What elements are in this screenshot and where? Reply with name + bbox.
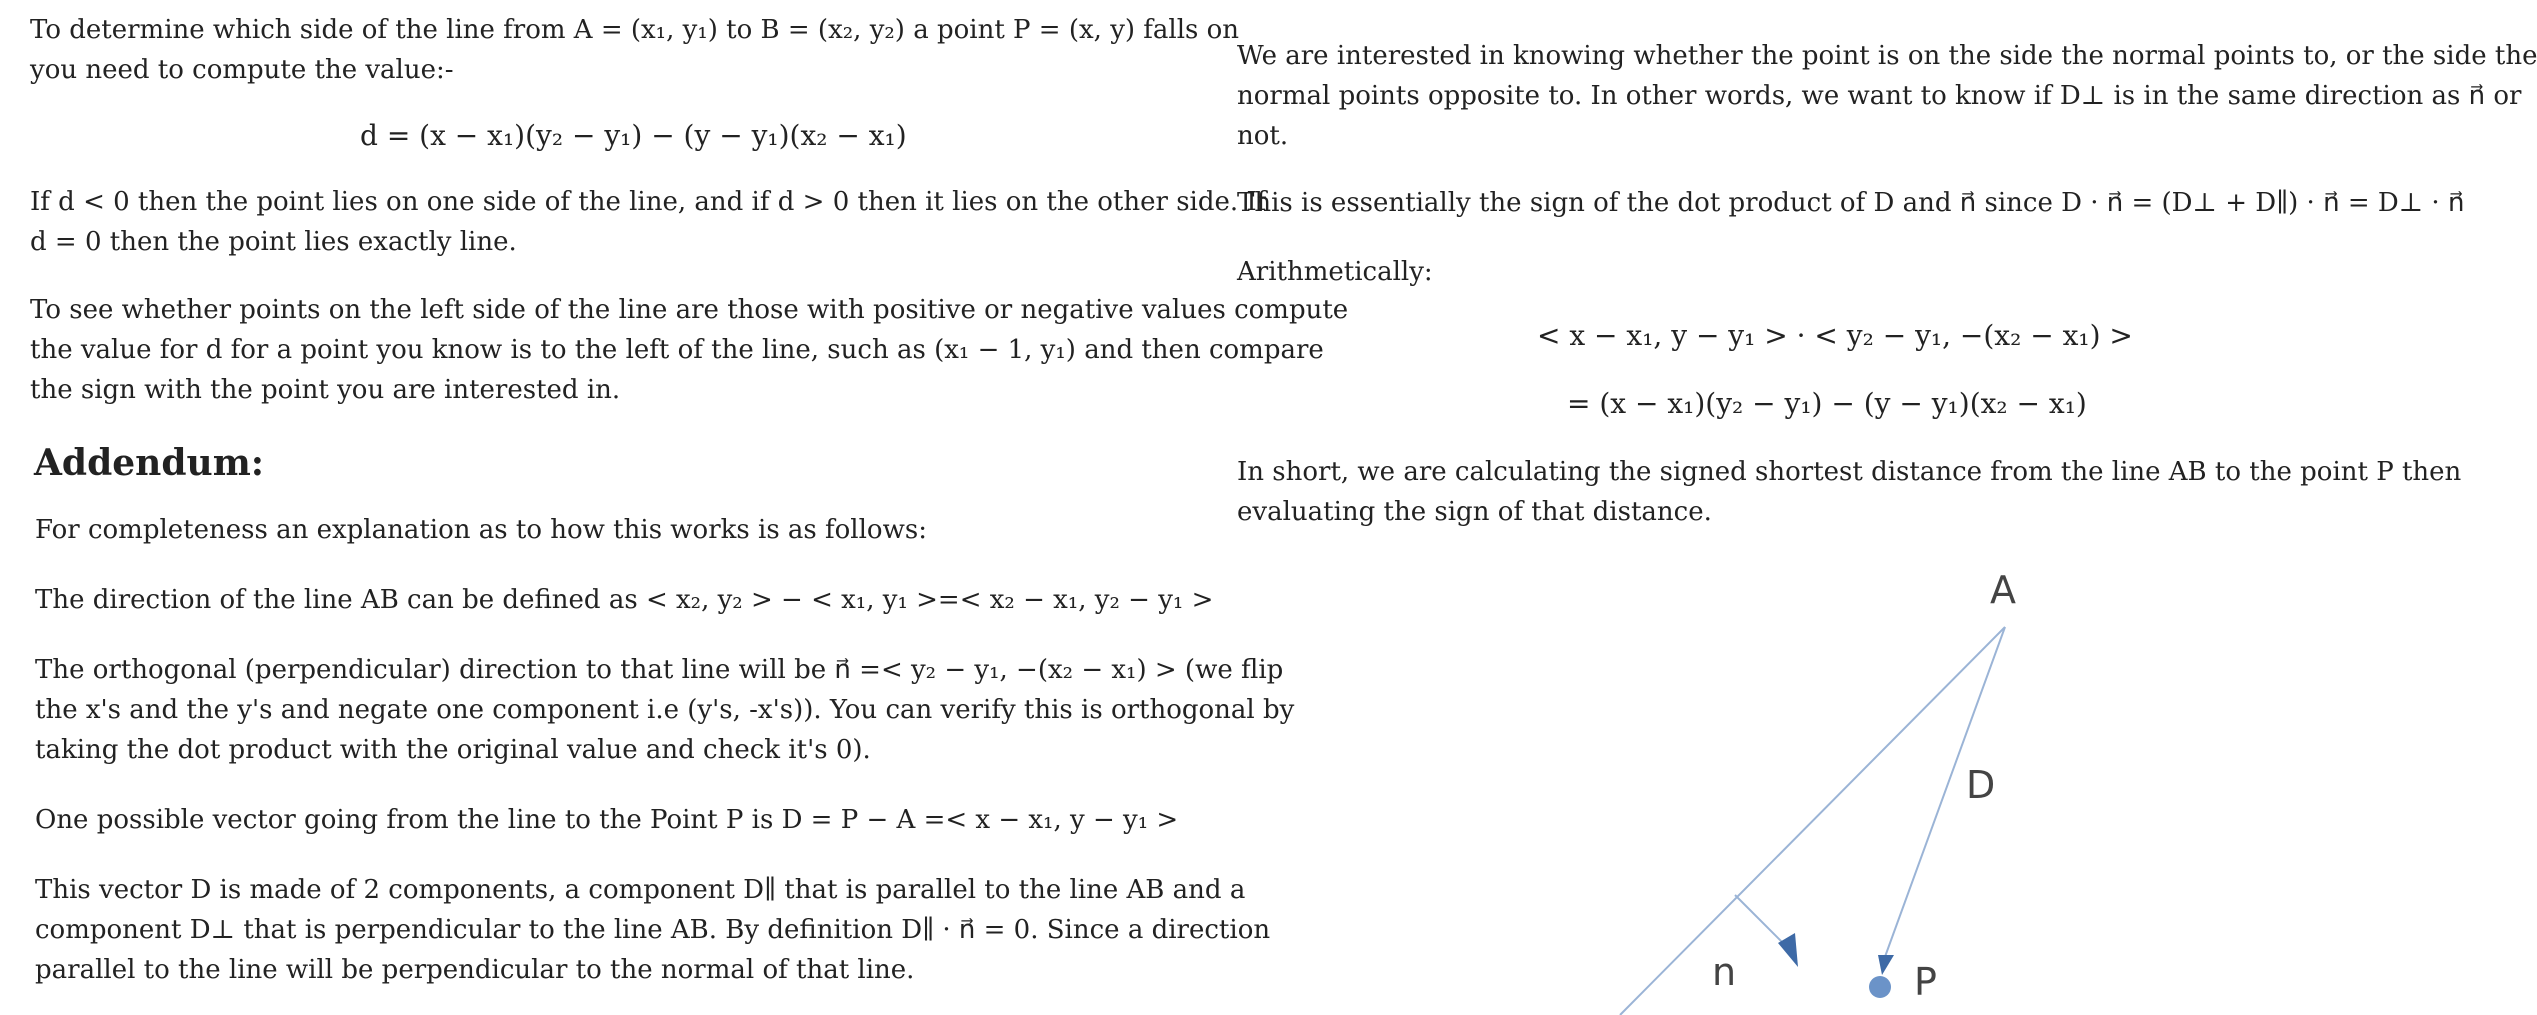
paragraph-normal-side-line-3: not.: [1237, 121, 1289, 151]
paragraph-arithmetically: Arithmetically:: [1237, 257, 1433, 287]
addendum-heading: Addendum:: [34, 442, 265, 484]
paragraph-summary-line-2: evaluating the sign of that distance.: [1237, 497, 1712, 527]
paragraph-intro-line-2: you need to compute the value:-: [30, 55, 454, 85]
paragraph-components-line-3: parallel to the line will be perpendicular to the normal of that line.: [35, 955, 915, 985]
normal-vector-line: [1735, 895, 1785, 945]
paragraph-components-line-1: This vector D is made of 2 components, a component D∥ that is parallel to the line AB and a: [35, 875, 1246, 905]
paragraph-direction: The direction of the line AB can be defined as < x₂, y₂ > − < x₁, y₁ >=< x₂ − x₁, y₂ − y₁ >: [35, 585, 1214, 615]
paragraph-left-side-line-1: To see whether points on the left side of the line are those with positive or negative values compute: [30, 295, 1349, 325]
paragraph-normal-side-line-1: We are interested in knowing whether the point is on the side the normal points to, or the side the: [1237, 41, 2537, 71]
paragraph-vector-d: One possible vector going from the line to the Point P is D = P − A =< x − x₁, y − y₁ >: [35, 805, 1179, 835]
paragraph-summary-line-1: In short, we are calculating the signed shortest distance from the line AB to the point P then: [1237, 457, 2462, 487]
equation-d: d = (x − x₁)(y₂ − y₁) − (y − y₁)(x₂ − x₁): [360, 119, 907, 152]
normal-vector-arrowhead: [1778, 933, 1798, 967]
label-p: P: [1914, 960, 1937, 1004]
equation-expanded: = (x − x₁)(y₂ − y₁) − (y − y₁)(x₂ − x₁): [1567, 387, 2087, 420]
paragraph-orthogonal-line-1: The orthogonal (perpendicular) direction to that line will be n⃗ =< y₂ − y₁, −(x₂ − x₁) > (we flip: [35, 655, 1284, 685]
paragraph-sign-line-2: d = 0 then the point lies exactly line.: [30, 227, 517, 257]
paragraph-dot-product: This is essentially the sign of the dot product of D and n⃗ since D · n⃗ = (D⊥ + D∥) · n⃗ = D⊥ · n⃗: [1237, 188, 2465, 218]
point-p: [1869, 976, 1891, 998]
paragraph-orthogonal-line-2: the x's and the y's and negate one component i.e (y's, -x's)). You can verify this is orthogonal by: [35, 695, 1295, 725]
vector-d-arrowhead: [1878, 955, 1894, 975]
paragraph-orthogonal-line-3: taking the dot product with the original value and check it's 0).: [35, 735, 871, 765]
label-n: n: [1712, 950, 1737, 994]
label-a: A: [1990, 568, 2016, 612]
paragraph-completeness: For completeness an explanation as to how this works is as follows:: [35, 515, 927, 545]
line-ab: [1620, 627, 2005, 1015]
geometry-diagram: [1580, 555, 2080, 1015]
equation-dot-product: < x − x₁, y − y₁ > · < y₂ − y₁, −(x₂ − x₁) >: [1537, 319, 2133, 352]
label-d: D: [1966, 763, 1996, 807]
paragraph-components-line-2: component D⊥ that is perpendicular to the line AB. By definition D∥ · n⃗ = 0. Since a direction: [35, 915, 1271, 945]
paragraph-left-side-line-3: the sign with the point you are interested in.: [30, 375, 621, 405]
paragraph-normal-side-line-2: normal points opposite to. In other words, we want to know if D⊥ is in the same direction as n⃗ or: [1237, 81, 2522, 111]
paragraph-sign-line-1: If d < 0 then the point lies on one side of the line, and if d > 0 then it lies on the other side. If: [30, 187, 1267, 217]
paragraph-left-side-line-2: the value for d for a point you know is to the left of the line, such as (x₁ − 1, y₁) and then compare: [30, 335, 1324, 365]
paragraph-intro-line-1: To determine which side of the line from A = (x₁, y₁) to B = (x₂, y₂) a point P = (x, y) falls on: [30, 15, 1240, 45]
